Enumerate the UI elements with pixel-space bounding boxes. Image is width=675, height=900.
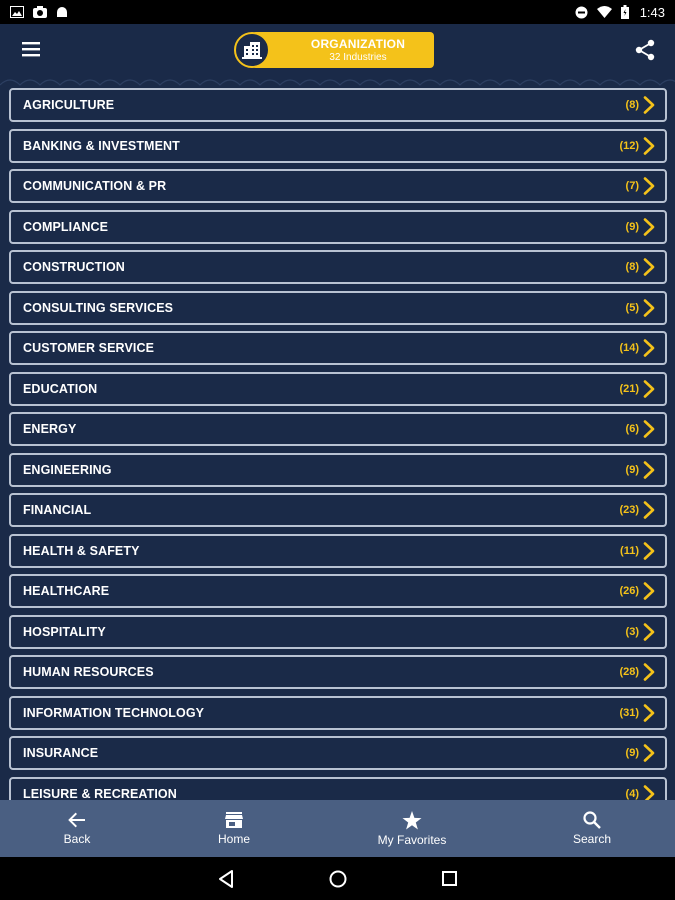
- chevron-right-icon: [643, 785, 657, 801]
- clock: 1:43: [639, 4, 665, 20]
- chevron-right-icon: [643, 542, 657, 560]
- industry-count-badge: (9): [625, 463, 639, 476]
- chevron-right-icon: [643, 663, 657, 681]
- organization-badge: [234, 32, 434, 68]
- battery-icon: [621, 5, 629, 19]
- chevron-right-icon: [643, 218, 657, 236]
- chevron-right-icon: [643, 299, 657, 317]
- share-icon: [635, 39, 655, 61]
- industry-label: AGRICULTURE: [23, 98, 115, 112]
- nav-back-label: Back: [63, 832, 91, 846]
- industry-count-badge: (4): [625, 787, 639, 800]
- chevron-right-icon: [643, 177, 657, 195]
- dnd-icon: [575, 6, 588, 19]
- share-button[interactable]: [635, 39, 657, 63]
- android-icon: [56, 6, 68, 18]
- chevron-right-icon: [643, 339, 657, 357]
- industry-row[interactable]: [9, 655, 667, 689]
- industry-count-badge: (9): [625, 747, 639, 759]
- industry-label: COMPLIANCE: [23, 219, 109, 234]
- nav-back-button[interactable]: [37, 800, 117, 857]
- system-back-button[interactable]: [217, 869, 237, 889]
- camera-icon: [33, 6, 47, 18]
- industry-row[interactable]: [9, 696, 667, 730]
- industry-count-badge: (6): [625, 423, 639, 435]
- industry-count-badge: (12): [619, 139, 639, 152]
- home-circle-icon: [328, 869, 348, 889]
- industry-count: 32 Industries: [329, 52, 387, 63]
- nav-favorites-label: My Favorites: [377, 832, 447, 847]
- chevron-right-icon: [643, 461, 657, 479]
- chevron-right-icon: [643, 137, 657, 155]
- chevron-right-icon: [643, 258, 657, 276]
- industry-count-badge: (14): [619, 342, 639, 354]
- chevron-right-icon: [643, 582, 657, 600]
- industry-row[interactable]: [9, 534, 667, 568]
- industry-count-badge: (5): [625, 301, 639, 314]
- chevron-right-icon: [643, 96, 657, 114]
- chevron-right-icon: [643, 420, 657, 438]
- industry-count-badge: (9): [625, 220, 639, 233]
- industry-label: INFORMATION TECHNOLOGY: [23, 705, 205, 720]
- industry-count-badge: (7): [625, 180, 639, 192]
- store-icon: [225, 811, 243, 829]
- industry-row[interactable]: [9, 736, 667, 770]
- industry-row[interactable]: [9, 88, 667, 122]
- back-triangle-icon: [217, 869, 235, 889]
- system-nav-bar: [0, 857, 675, 900]
- industry-row[interactable]: [9, 615, 667, 649]
- building-icon: [242, 41, 262, 59]
- menu-button[interactable]: [22, 41, 44, 61]
- nav-search-label: Search: [572, 832, 612, 846]
- industry-label: CUSTOMER SERVICE: [23, 341, 155, 355]
- industry-row[interactable]: [9, 493, 667, 527]
- industry-count-badge: (31): [619, 706, 639, 719]
- industry-count-badge: (8): [625, 99, 639, 111]
- industry-label: ENERGY: [23, 422, 77, 436]
- industry-count-badge: (21): [619, 382, 639, 395]
- industry-label: CONSULTING SERVICES: [23, 300, 174, 315]
- industry-label: EDUCATION: [23, 381, 98, 396]
- industry-row[interactable]: [9, 777, 667, 801]
- industry-label: HEALTHCARE: [23, 584, 110, 598]
- industry-count-badge: (11): [620, 544, 639, 557]
- chevron-right-icon: [643, 380, 657, 398]
- industry-label: HOSPITALITY: [23, 624, 106, 639]
- industry-count-badge: (26): [619, 585, 639, 597]
- industry-label: FINANCIAL: [23, 503, 92, 517]
- wifi-icon: [597, 6, 612, 18]
- nav-search-button[interactable]: [552, 800, 632, 857]
- decorative-pattern: [0, 74, 675, 86]
- chevron-right-icon: [643, 744, 657, 762]
- industry-label: BANKING & INVESTMENT: [23, 138, 180, 153]
- system-home-button[interactable]: [328, 869, 348, 889]
- industry-row[interactable]: [9, 412, 667, 446]
- industry-row[interactable]: [9, 372, 667, 406]
- status-right: [575, 5, 665, 20]
- industry-count-badge: (3): [625, 625, 639, 638]
- status-left: [10, 6, 68, 18]
- building-icon-circle: [234, 32, 270, 68]
- recents-square-icon: [440, 869, 460, 889]
- nav-home-label: Home: [217, 832, 250, 846]
- industry-row[interactable]: [9, 250, 667, 284]
- image-icon: [10, 6, 24, 18]
- industry-row[interactable]: [9, 291, 667, 325]
- chevron-right-icon: [643, 623, 657, 641]
- industry-label: HEALTH & SAFETY: [23, 543, 140, 558]
- nav-favorites-button[interactable]: [362, 800, 462, 857]
- industry-label: ENGINEERING: [23, 462, 112, 477]
- star-icon: [402, 811, 422, 830]
- industry-label: CONSTRUCTION: [23, 260, 125, 274]
- industry-count-badge: (8): [625, 261, 639, 273]
- app-bar: [0, 24, 675, 80]
- status-bar: [0, 0, 675, 24]
- arrow-left-icon: [68, 811, 86, 829]
- industry-row[interactable]: [9, 210, 667, 244]
- chevron-right-icon: [643, 501, 657, 519]
- chevron-right-icon: [643, 704, 657, 722]
- industry-count-badge: (28): [619, 666, 639, 678]
- industry-row[interactable]: [9, 129, 667, 163]
- hamburger-menu-icon: [22, 41, 42, 57]
- industry-label: HUMAN RESOURCES: [23, 665, 154, 679]
- organization-pill: [252, 32, 434, 68]
- industry-label: INSURANCE: [23, 746, 99, 760]
- industry-count-badge: (23): [619, 504, 639, 516]
- bottom-nav: [0, 800, 675, 857]
- industry-list[interactable]: [0, 86, 675, 800]
- search-icon: [583, 811, 601, 829]
- industry-row[interactable]: [9, 574, 667, 608]
- nav-home-button[interactable]: [194, 800, 274, 857]
- industry-label: COMMUNICATION & PR: [23, 179, 167, 193]
- industry-label: LEISURE & RECREATION: [23, 786, 177, 800]
- system-recents-button[interactable]: [440, 869, 460, 889]
- industry-row[interactable]: [9, 331, 667, 365]
- page-title: ORGANIZATION: [310, 37, 406, 51]
- industry-row[interactable]: [9, 453, 667, 487]
- industry-row[interactable]: [9, 169, 667, 203]
